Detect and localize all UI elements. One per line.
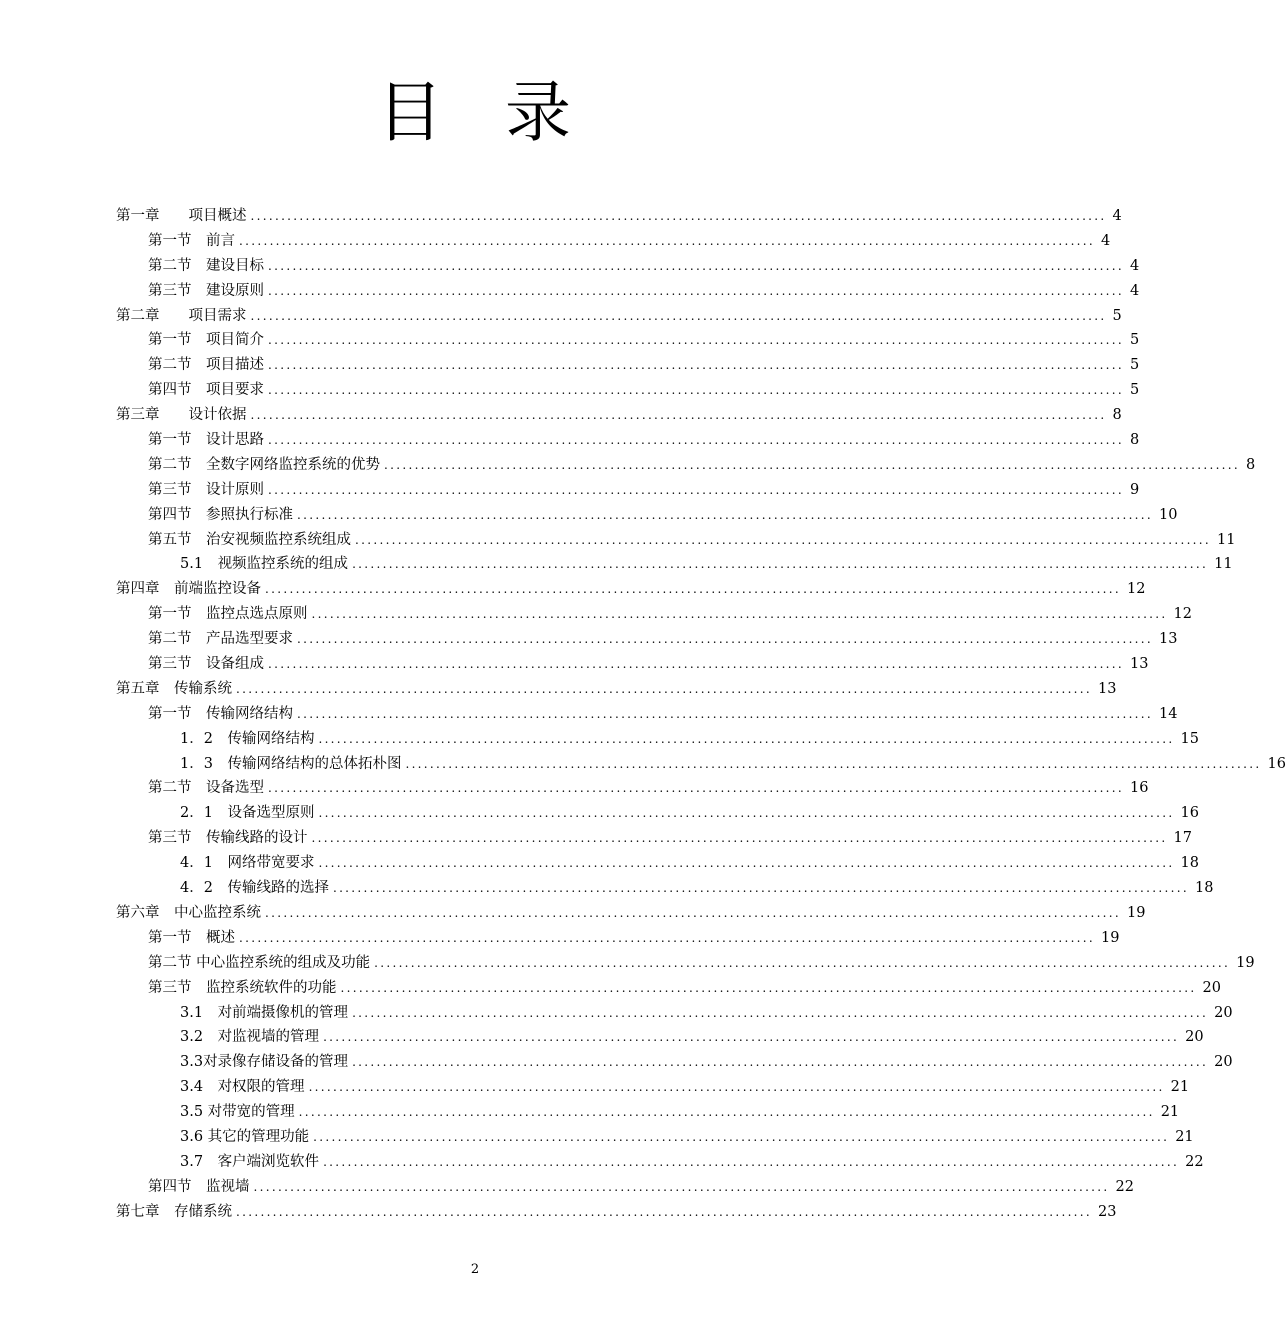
toc-title: 网络带宽要求: [227, 855, 315, 872]
toc-title: 项目概述: [188, 208, 247, 224]
toc-section[interactable]: [0, 503, 1178, 528]
toc-label: 第二节: [148, 954, 192, 971]
toc-label: 第三节: [148, 481, 192, 498]
toc-title: 前言: [206, 232, 235, 249]
toc-page-number: 18: [1180, 855, 1199, 872]
toc-chapter[interactable]: [0, 304, 1122, 329]
toc-page-number: 20: [1214, 1004, 1233, 1021]
toc-leader-dots: ............................................................................................................................................: [297, 706, 1154, 721]
toc-page-number: 19: [1127, 904, 1146, 921]
toc-page-number: 12: [1127, 581, 1146, 598]
toc-page-number: 13: [1159, 631, 1178, 648]
toc-gap: [192, 478, 207, 503]
toc-section[interactable]: [0, 652, 1149, 677]
toc-gap: [192, 1175, 207, 1200]
toc-gap: [160, 677, 175, 702]
toc-gap: [213, 727, 228, 752]
toc-page-number: 15: [1180, 730, 1199, 747]
toc-title: 传输网络结构: [227, 730, 315, 747]
toc-label: 第四节: [148, 1178, 192, 1195]
toc-chapter[interactable]: [0, 403, 1122, 428]
toc-page-number: 8: [1246, 456, 1256, 473]
toc-label: 3.7: [180, 1153, 204, 1170]
toc-subsection[interactable]: [0, 752, 1286, 777]
toc-label: 第六章: [116, 904, 160, 921]
toc-page-number: 13: [1098, 680, 1117, 697]
toc-label: 3.5: [180, 1104, 204, 1121]
toc-leader-dots: ............................................................................................................................................: [352, 1055, 1209, 1070]
table-of-contents: [0, 204, 1286, 1225]
toc-label: 3.2: [180, 1029, 204, 1046]
toc-page-number: 14: [1159, 705, 1178, 722]
toc-label: 第二章: [116, 307, 160, 324]
toc-page-number: 10: [1159, 506, 1178, 523]
toc-leader-dots: ............................................................................................................................................: [355, 532, 1212, 547]
toc-title: 客户端浏览软件: [217, 1153, 320, 1170]
toc-page-number: 16: [1267, 755, 1286, 772]
toc-label: 2．1: [180, 805, 213, 822]
toc-gap: [192, 229, 207, 254]
toc-label: 第一节: [148, 606, 192, 623]
toc-leader-dots: ............................................................................................................................................: [268, 358, 1125, 373]
toc-label: 第四节: [148, 382, 192, 399]
toc-gap: [192, 776, 207, 801]
toc-section[interactable]: [0, 254, 1140, 279]
toc-section[interactable]: [0, 826, 1192, 851]
toc-gap: [160, 577, 175, 602]
toc-title: 对录像存储设备的管理: [203, 1054, 349, 1071]
toc-leader-dots: ............................................................................................................................................: [265, 582, 1122, 597]
toc-gap: [160, 403, 189, 428]
toc-section[interactable]: [0, 776, 1149, 801]
toc-title: 设计思路: [206, 432, 264, 449]
toc-label: 1．2: [180, 730, 213, 747]
toc-label: 第五节: [148, 531, 192, 548]
toc-gap: [160, 901, 175, 926]
toc-page-number: 8: [1112, 407, 1122, 424]
toc-leader-dots: ............................................................................................................................................: [239, 233, 1096, 248]
toc-leader-dots: ............................................................................................................................................: [297, 632, 1154, 647]
toc-gap: [192, 528, 207, 553]
toc-gap: [192, 378, 207, 403]
toc-title: 对监视墙的管理: [217, 1029, 320, 1046]
toc-label: 第二节: [148, 257, 192, 274]
toc-subsection[interactable]: [0, 1025, 1204, 1050]
toc-label: 1．3: [180, 755, 213, 772]
toc-section[interactable]: [0, 229, 1111, 254]
toc-section[interactable]: [0, 353, 1140, 378]
toc-label: 3.1: [180, 1004, 204, 1021]
toc-page-number: 23: [1098, 1203, 1117, 1220]
toc-gap: [213, 851, 228, 876]
toc-title: 中心监控系统的组成及功能: [196, 954, 371, 971]
toc-gap: [192, 428, 207, 453]
toc-section[interactable]: [0, 1175, 1134, 1200]
toc-page-number: 21: [1170, 1079, 1190, 1096]
toc-title: 传输线路的设计: [206, 830, 308, 847]
toc-gap: [213, 752, 228, 777]
toc-title: 视频监控系统的组成: [217, 556, 349, 573]
toc-leader-dots: ............................................................................................................................................: [332, 881, 1189, 896]
toc-label: 第一节: [148, 232, 192, 249]
toc-leader-dots: ............................................................................................................................................: [268, 258, 1125, 273]
toc-title: 监控点选点原则: [206, 606, 308, 623]
toc-leader-dots: ............................................................................................................................................: [250, 209, 1107, 223]
toc-gap: [192, 279, 207, 304]
toc-label: 第一节: [148, 705, 192, 722]
toc-leader-dots: ............................................................................................................................................: [268, 283, 1125, 298]
toc-section[interactable]: [0, 627, 1178, 652]
toc-chapter[interactable]: [0, 677, 1117, 702]
toc-gap: [160, 304, 189, 329]
toc-subsection[interactable]: [0, 1100, 1180, 1125]
toc-title: 设计依据: [188, 407, 247, 424]
toc-section[interactable]: [0, 453, 1256, 478]
toc-leader-dots: ............................................................................................................................................: [405, 756, 1262, 771]
toc-gap: [203, 1025, 218, 1050]
toc-page-number: 20: [1202, 979, 1221, 996]
toc-leader-dots: ............................................................................................................................................: [374, 955, 1231, 970]
toc-page-number: 16: [1180, 805, 1199, 822]
toc-section[interactable]: [0, 976, 1221, 1001]
toc-leader-dots: ............................................................................................................................................: [311, 831, 1168, 846]
toc-section[interactable]: [0, 478, 1140, 503]
toc-subsection[interactable]: [0, 1001, 1233, 1026]
toc-gap: [192, 826, 207, 851]
toc-title: 项目需求: [188, 307, 247, 324]
toc-page-number: 20: [1214, 1054, 1233, 1071]
toc-page-number: 5: [1130, 332, 1140, 349]
toc-gap: [192, 602, 207, 627]
toc-leader-dots: ............................................................................................................................................: [239, 930, 1096, 945]
toc-label: 第二节: [148, 631, 192, 648]
toc-leader-dots: ............................................................................................................................................: [318, 731, 1175, 746]
title-char-1: 目: [377, 74, 445, 151]
page-title: [0, 68, 950, 158]
toc-page-number: 9: [1130, 481, 1140, 498]
toc-leader-dots: ............................................................................................................................................: [308, 1080, 1165, 1095]
toc-leader-dots: ............................................................................................................................................: [318, 806, 1175, 821]
toc-leader-dots: ............................................................................................................................................: [311, 607, 1168, 622]
toc-title: 治安视频监控系统组成: [206, 531, 351, 548]
toc-label: 第三节: [148, 830, 192, 847]
toc-chapter[interactable]: [0, 901, 1146, 926]
toc-subsection[interactable]: [0, 876, 1214, 901]
toc-title: 项目要求: [206, 382, 264, 399]
toc-title: 项目简介: [206, 332, 264, 349]
toc-label: 第四节: [148, 506, 192, 523]
toc-title: 其它的管理功能: [207, 1128, 310, 1145]
toc-page-number: 11: [1214, 556, 1233, 573]
toc-title: 项目描述: [206, 357, 264, 374]
toc-subsection[interactable]: [0, 1050, 1233, 1075]
toc-subsection[interactable]: [0, 727, 1199, 752]
toc-page-number: 19: [1101, 929, 1120, 946]
toc-title: 监视墙: [206, 1178, 250, 1195]
toc-gap: [192, 702, 207, 727]
toc-gap: [192, 453, 207, 478]
toc-leader-dots: ............................................................................................................................................: [250, 408, 1107, 423]
toc-gap: [192, 926, 207, 951]
toc-leader-dots: ............................................................................................................................................: [268, 781, 1125, 796]
toc-title: 建设目标: [206, 257, 264, 274]
toc-title: 产品选型要求: [206, 631, 293, 648]
toc-title: 中心监控系统: [174, 904, 261, 921]
toc-label: 第一节: [148, 432, 192, 449]
toc-leader-dots: ............................................................................................................................................: [253, 1179, 1110, 1194]
toc-title: 概述: [206, 929, 235, 946]
toc-leader-dots: ............................................................................................................................................: [384, 457, 1241, 472]
toc-title: 传输网络结构的总体拓朴图: [227, 755, 402, 772]
toc-leader-dots: ............................................................................................................................................: [323, 1154, 1180, 1169]
toc-page-number: 18: [1194, 880, 1214, 897]
toc-gap: [192, 353, 207, 378]
toc-page-number: 4: [1112, 208, 1122, 224]
toc-chapter[interactable]: [0, 204, 1122, 229]
toc-chapter[interactable]: [0, 1200, 1117, 1225]
toc-label: 第一节: [148, 332, 192, 349]
toc-section[interactable]: [0, 951, 1255, 976]
toc-label: 3.4: [180, 1079, 204, 1096]
toc-gap: [203, 1075, 218, 1100]
toc-title: 对前端摄像机的管理: [217, 1004, 349, 1021]
toc-page-number: 8: [1130, 432, 1140, 449]
toc-gap: [192, 652, 207, 677]
toc-page-number: 5: [1130, 357, 1140, 374]
toc-leader-dots: ............................................................................................................................................: [268, 433, 1125, 448]
toc-gap: [203, 552, 218, 577]
toc-title: 设备组成: [206, 656, 264, 673]
toc-page-number: 17: [1173, 830, 1192, 847]
toc-title: 对权限的管理: [217, 1079, 305, 1096]
toc-title: 传输系统: [174, 680, 232, 697]
toc-title: 设备选型原则: [227, 805, 315, 822]
toc-subsection[interactable]: [0, 851, 1199, 876]
toc-title: 设计原则: [206, 481, 264, 498]
toc-label: 3.3: [180, 1054, 204, 1071]
toc-label: 5.1: [180, 556, 204, 573]
toc-leader-dots: ............................................................................................................................................: [268, 333, 1125, 348]
toc-label: 第三章: [116, 407, 160, 424]
toc-subsection[interactable]: [0, 1125, 1194, 1150]
toc-leader-dots: ............................................................................................................................................: [323, 1030, 1180, 1045]
toc-label: 4．2: [180, 880, 213, 897]
toc-gap: [160, 1200, 175, 1225]
toc-label: 第三节: [148, 656, 192, 673]
toc-leader-dots: ............................................................................................................................................: [250, 308, 1107, 323]
toc-section[interactable]: [0, 926, 1120, 951]
toc-title: 存储系统: [174, 1203, 232, 1220]
toc-label: 第五章: [116, 680, 160, 697]
toc-gap: [192, 503, 207, 528]
toc-subsection[interactable]: [0, 1075, 1190, 1100]
toc-page-number: 20: [1185, 1029, 1204, 1046]
toc-label: 第四章: [116, 581, 160, 598]
toc-page-number: 22: [1115, 1178, 1134, 1195]
toc-gap: [213, 876, 228, 901]
toc-subsection[interactable]: [0, 1150, 1204, 1175]
toc-label: 4．1: [180, 855, 213, 872]
toc-chapter[interactable]: [0, 577, 1146, 602]
toc-label: 第一节: [148, 929, 192, 946]
toc-leader-dots: ............................................................................................................................................: [265, 905, 1122, 920]
toc-leader-dots: ............................................................................................................................................: [236, 1204, 1093, 1219]
toc-label: 第三节: [148, 979, 192, 996]
toc-title: 全数字网络监控系统的优势: [206, 456, 380, 473]
toc-page-number: 5: [1130, 382, 1140, 399]
toc-gap: [192, 254, 207, 279]
toc-label: 第二节: [148, 357, 192, 374]
toc-section[interactable]: [0, 328, 1140, 353]
toc-gap: [203, 1150, 218, 1175]
toc-leader-dots: ............................................................................................................................................: [352, 1005, 1209, 1020]
toc-section[interactable]: [0, 528, 1236, 553]
toc-title: 传输网络结构: [206, 705, 293, 722]
toc-gap: [192, 328, 207, 353]
toc-page-number: 11: [1217, 531, 1236, 548]
toc-gap: [213, 801, 228, 826]
toc-gap: [192, 627, 207, 652]
toc-label: 第一章: [116, 208, 160, 224]
title-char-2: 录: [505, 74, 573, 151]
toc-title: 参照执行标准: [206, 506, 293, 523]
toc-page-number: 19: [1236, 954, 1255, 971]
toc-label: 第二节: [148, 456, 192, 473]
toc-section[interactable]: [0, 702, 1178, 727]
toc-page-number: 4: [1130, 282, 1140, 299]
toc-title: 传输线路的选择: [227, 880, 329, 897]
toc-gap: [160, 204, 189, 229]
toc-subsection[interactable]: [0, 801, 1199, 826]
toc-leader-dots: ............................................................................................................................................: [352, 557, 1209, 572]
toc-section[interactable]: [0, 279, 1140, 304]
toc-section[interactable]: [0, 602, 1192, 627]
toc-label: 3.6: [180, 1128, 204, 1145]
toc-gap: [203, 1001, 218, 1026]
toc-leader-dots: ............................................................................................................................................: [313, 1129, 1170, 1144]
toc-leader-dots: ............................................................................................................................................: [298, 1105, 1155, 1120]
toc-title: 对带宽的管理: [207, 1104, 295, 1121]
toc-gap: [192, 976, 207, 1001]
toc-leader-dots: ............................................................................................................................................: [236, 681, 1093, 696]
toc-page-number: 4: [1101, 232, 1111, 249]
toc-section[interactable]: [0, 378, 1140, 403]
toc-leader-dots: ............................................................................................................................................: [340, 980, 1197, 995]
toc-page-number: 13: [1130, 656, 1149, 673]
toc-title: 设备选型: [206, 780, 264, 797]
toc-page-number: 16: [1130, 780, 1149, 797]
toc-label: 第七章: [116, 1203, 160, 1220]
toc-title: 监控系统软件的功能: [206, 979, 337, 996]
toc-page-number: 22: [1185, 1153, 1204, 1170]
toc-page-number: 12: [1173, 606, 1192, 623]
toc-page-number: 5: [1112, 307, 1122, 324]
toc-subsection[interactable]: [0, 552, 1233, 577]
toc-page-number: 21: [1160, 1104, 1180, 1121]
toc-leader-dots: ............................................................................................................................................: [318, 856, 1175, 871]
toc-title: 建设原则: [206, 282, 264, 299]
toc-label: 第三节: [148, 282, 192, 299]
toc-leader-dots: ............................................................................................................................................: [268, 482, 1125, 497]
toc-leader-dots: ............................................................................................................................................: [268, 383, 1125, 398]
toc-leader-dots: ............................................................................................................................................: [268, 657, 1125, 672]
toc-page-number: 21: [1175, 1128, 1194, 1145]
toc-label: 第二节: [148, 780, 192, 797]
toc-section[interactable]: [0, 428, 1140, 453]
toc-page-number: 4: [1130, 257, 1140, 274]
toc-leader-dots: ............................................................................................................................................: [297, 507, 1154, 522]
page-number: 2: [470, 1262, 480, 1277]
toc-title: 前端监控设备: [174, 581, 261, 598]
